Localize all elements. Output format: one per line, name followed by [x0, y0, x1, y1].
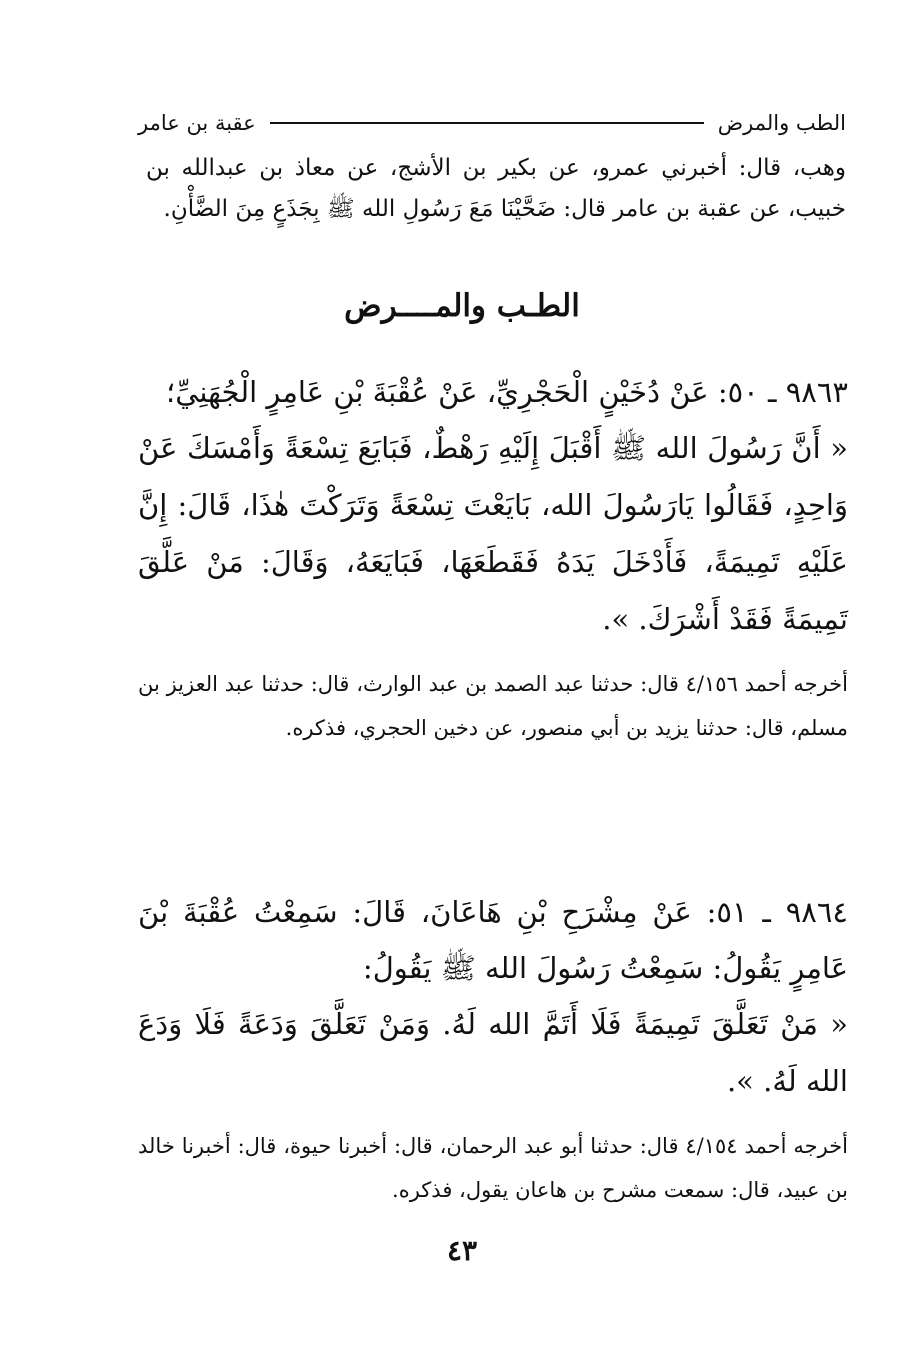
hadith-isnad: عَنْ مِشْرَحِ بْنِ هَاعَانَ، قَالَ: سَمِعْتُ عُقْبَةَ بْنَ عَامِرٍ يَقُولُ: سَمِعْتُ رَسُولَ الله ﷺ يَقُولُ: [138, 895, 848, 985]
hadith-text: « أَنَّ رَسُولَ الله ﷺ أَقْبَلَ إِلَيْهِ رَهْطٌ، فَبَايَعَ تِسْعَةً وَأَمْسَكَ عَنْ وَاحِدٍ، فَقَالُوا يَارَسُولَ الله، بَايَعْتَ تِسْعَةً وَتَرَكْتَ هٰذَا، قَالَ: إِنَّ عَلَيْهِ تَمِيمَةً، فَأَدْخَلَ يَدَهُ فَقَطَعَهَا، فَبَايَعَهُ، وَقَالَ: مَنْ عَلَّقَ تَمِيمَةً فَقَدْ أَشْرَكَ. ». [138, 431, 848, 636]
header-rule [270, 122, 704, 124]
header-companion-name: عقبة بن عامر [138, 111, 256, 135]
hadith-chain [138, 364, 848, 420]
hadith-entry [138, 884, 848, 1212]
hadith-chain [138, 884, 848, 996]
page-number: ٤٣ [446, 1234, 478, 1267]
hadith-number: ٩٨٦٤ ـ ٥١: [706, 895, 849, 929]
hadith-text: « مَنْ تَعَلَّقَ تَمِيمَةً فَلَا أَتَمَّ الله لَهُ. وَمَنْ تَعَلَّقَ وَدَعَةً فَلَا وَدَعَ الله لَهُ. ». [138, 1007, 848, 1098]
section-title: الطـب والمــــرض [344, 288, 580, 324]
hadith-isnad: عَنْ دُخَيْنٍ الْحَجْرِيِّ، عَنْ عُقْبَةَ بْنِ عَامِرٍ الْجُهَنِيِّ؛ [166, 375, 709, 409]
hadith-entry [138, 364, 848, 750]
hadith-number: ٩٨٦٣ ـ ٥٠: [717, 375, 848, 409]
running-header [138, 106, 846, 140]
hadith-takhrij: أخرجه أحمد ٤/١٥٦ قال: حدثنا عبد الصمد بن عبد الوارث، قال: حدثنا عبد العزيز بن مسلم، قال: حدثنا يزيد بن أبي منصور، عن دخين الحجري، فذكره. [138, 672, 848, 740]
hadith-takhrij: أخرجه أحمد ٤/١٥٤ قال: حدثنا أبو عبد الرحمان، قال: أخبرنا حيوة، قال: أخبرنا خالد بن عبيد، قال: سمعت مشرح بن هاعان يقول، فذكره. [138, 1134, 848, 1202]
intro-paragraph: وهب، قال: أخبرني عمرو، عن بكير بن الأشج، عن معاذ بن عبدالله بن خبيب، عن عقبة بن عامر قال: ضَحَّيْنَا مَعَ رَسُولِ الله ﷺ بِجَذَعٍ مِنَ الضَّأْنِ. [146, 155, 846, 222]
header-chapter-title: الطب والمرض [717, 111, 846, 135]
